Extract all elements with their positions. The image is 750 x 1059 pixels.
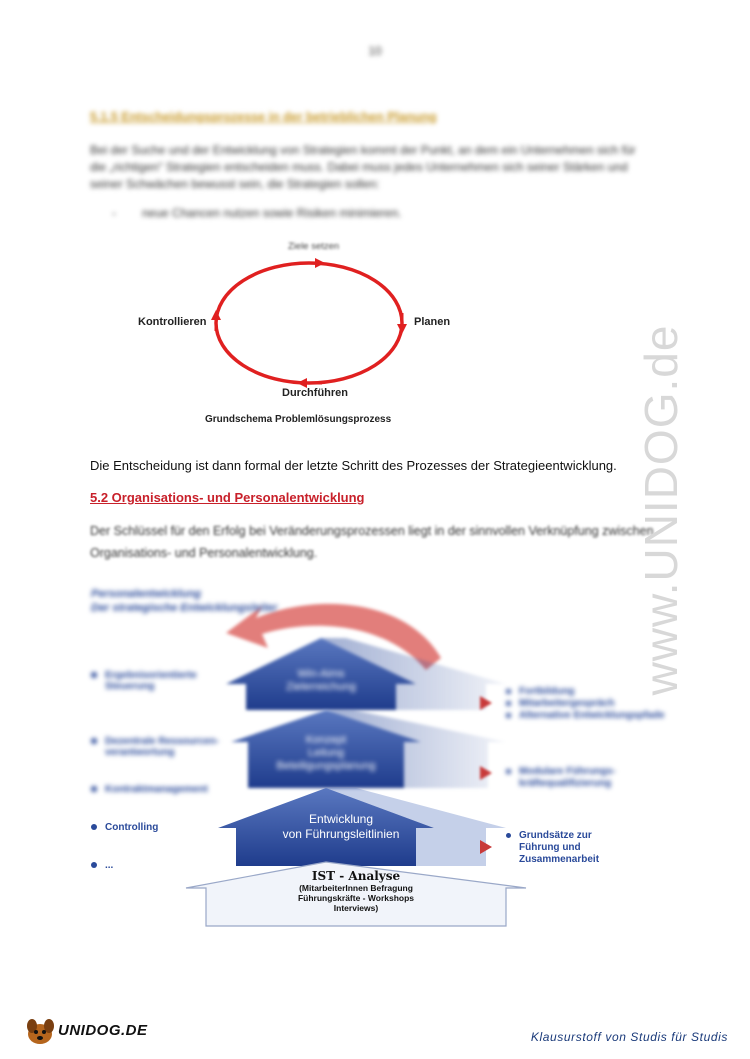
right-item-3: Grundsätze zur Führung und Zusammenarbeit bbox=[506, 830, 599, 866]
section-5-2-paragraph: Der Schlüssel für den Erfolg bei Veränderungsprozessen liegt in der sinnvollen Verknüpfung zwischen Organisations- und Personalentwicklung. bbox=[90, 524, 654, 560]
cycle-caption: Grundschema Problemlösungsprozess bbox=[205, 414, 392, 425]
logo-text: UNIDOG.DE bbox=[58, 1022, 148, 1039]
personalentwicklung-graphic bbox=[86, 578, 668, 933]
right-arrow-2 bbox=[480, 766, 492, 780]
pe-title-line2: Der strategische Entwicklungsleiter bbox=[91, 602, 278, 614]
cycle-ring bbox=[216, 263, 402, 383]
tier-3-text: Entwicklung von Führungsleitlinien bbox=[282, 812, 400, 841]
conclusion-sentence: Die Entscheidung ist dann formal der letzte Schritt des Prozesses der Strategieentwicklung. bbox=[90, 458, 617, 473]
right-arrow-1 bbox=[480, 696, 492, 710]
right-item-1: Fortbildung Mitarbeitergespräch Alternative Entwicklungspfade bbox=[506, 686, 665, 722]
dog-mascot-icon bbox=[22, 1016, 58, 1046]
section-heading-5-1-5: 5.1.5 Entscheidungsprozesse in der betrieblichen Planung bbox=[90, 110, 437, 124]
intro-paragraph: Bei der Suche und der Entwicklung von Strategien kommt der Punkt, an dem ein Unternehmen sich für die „richtigen“ Strategien entscheiden muss. Dabei muss jedes Unternehmen sich seiner Stärken und seiner Schwächen bewusst sein, die Strategien sollen: bbox=[90, 143, 636, 191]
page-number: 10 bbox=[368, 44, 382, 58]
bullet-text: neue Chancen nutzen sowie Risiken minimieren. bbox=[142, 206, 402, 220]
bullet-dash: - bbox=[112, 206, 116, 220]
cycle-label-right: Planen bbox=[414, 316, 451, 328]
cycle-label-left: Kontrollieren bbox=[138, 316, 207, 328]
left-item-3: Kontraktmanagement bbox=[91, 784, 208, 795]
right-arrow-3 bbox=[480, 840, 492, 854]
tier-1-text: Win-Aims Zielerreichung bbox=[286, 668, 356, 693]
cycle-label-top: Ziele setzen bbox=[288, 241, 340, 252]
left-item-1: Ergebnisorientierte Steuerung bbox=[91, 670, 197, 692]
left-item-2: Dezentrale Ressourcen- verantwortung bbox=[91, 736, 219, 758]
bullet-item bbox=[112, 206, 401, 220]
pe-title-line1: Personalentwicklung bbox=[91, 588, 202, 600]
tier-4-text: IST - Analyse (MitarbeiterInnen Befragung Führungskräfte - Workshops Interviews) bbox=[297, 869, 415, 913]
unidog-logo bbox=[22, 1016, 162, 1046]
cycle-label-bottom: Durchführen bbox=[282, 387, 348, 399]
left-item-5: ... bbox=[91, 860, 113, 871]
tier-2-text: Konzept Leitung Beteiligungsplanung bbox=[276, 734, 376, 772]
cycle-diagram bbox=[130, 235, 460, 415]
footer-slogan: Klausurstoff von Studis für Studis bbox=[530, 1030, 728, 1044]
left-item-4: Controlling bbox=[91, 822, 158, 833]
section-heading-5-2: 5.2 Organisations- und Personalentwicklung bbox=[90, 490, 365, 505]
right-item-2: Modulare Führungs- kräftequalifizierung bbox=[506, 766, 616, 790]
watermark: www.UNIDOG.de bbox=[635, 324, 687, 696]
